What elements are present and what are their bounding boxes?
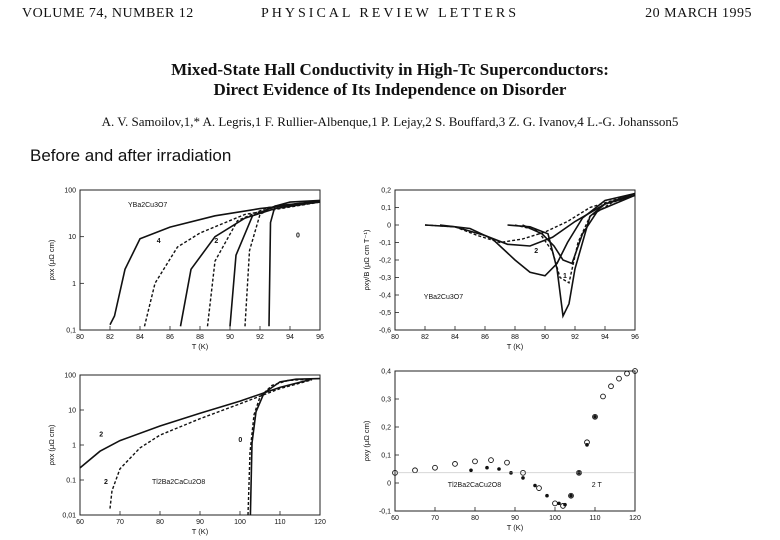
x-tick-label: 82 [106, 334, 114, 341]
x-tick-label: 84 [451, 334, 459, 341]
y-tick-label: -0,1 [378, 240, 391, 247]
y-tick-label: 10 [68, 234, 76, 242]
data-point-open [553, 501, 558, 506]
y-tick-label: -0,6 [378, 327, 391, 335]
data-point-open [601, 394, 606, 399]
chart-ybco-rho-xx [40, 182, 340, 357]
x-tick-label: 94 [601, 334, 609, 341]
y-tick-label: 0,01 [62, 512, 76, 520]
data-point-open [433, 465, 438, 470]
x-tick-label: 80 [391, 334, 399, 341]
y-axis-label: ρxx (μΩ cm) [47, 239, 56, 281]
data-point-filled [545, 494, 549, 498]
x-tick-label: 100 [234, 519, 246, 526]
y-axis-label: ρxx (μΩ cm) [47, 424, 56, 466]
x-tick-label: 100 [549, 515, 561, 522]
series-line-0-dashed [248, 379, 312, 515]
data-point-open [489, 458, 494, 463]
data-point-open [473, 459, 478, 464]
y-tick-label: 0,1 [381, 452, 391, 460]
y-tick-label: -0,1 [378, 508, 391, 516]
data-point-filled [593, 415, 597, 419]
x-tick-label: 92 [571, 334, 579, 341]
sample-label: YBa2Cu3O7 [423, 294, 464, 302]
series-line-4 [110, 202, 320, 325]
x-tick-label: 94 [286, 334, 294, 341]
sample-label: Tl2Ba2CaCu2O8 [152, 479, 206, 487]
y-tick-label: -0,4 [378, 292, 391, 300]
y-tick-label: 0 [387, 480, 391, 488]
curve-label: 2 [104, 479, 108, 487]
data-point-open [413, 468, 418, 473]
y-tick-label: 10 [68, 407, 76, 415]
x-tick-label: 70 [431, 515, 439, 522]
x-tick-label: 60 [391, 515, 399, 522]
x-tick-label: 120 [314, 519, 326, 526]
x-tick-label: 96 [631, 334, 639, 341]
data-point-filled [533, 484, 537, 488]
x-tick-label: 96 [316, 334, 324, 341]
y-tick-label: 1 [72, 280, 76, 288]
paper-title-line2: Direct Evidence of Its Independence on Disorder [213, 80, 567, 99]
series-line-1c [208, 201, 321, 326]
x-tick-label: 80 [471, 515, 479, 522]
x-tick-label: 86 [166, 334, 174, 341]
x-tick-label: 82 [421, 334, 429, 341]
plot-frame [80, 375, 320, 515]
y-tick-label: 0,2 [381, 424, 391, 432]
curve-label: 2 [99, 431, 104, 439]
y-tick-label: 0,3 [381, 396, 391, 404]
curve-label: 4 [156, 238, 161, 246]
field-label: 2 T [591, 482, 602, 490]
y-tick-label: 0,2 [381, 187, 391, 195]
date-header: 20 MARCH 1995 [645, 6, 752, 21]
y-axis-label: ρxy (μΩ cm) [362, 420, 371, 462]
plot-frame [395, 371, 635, 511]
x-tick-label: 80 [156, 519, 164, 526]
series-line-1 [245, 201, 320, 326]
volume-header: VOLUME 74, NUMBER 12 [22, 6, 194, 21]
curve-label: 2 [534, 248, 539, 255]
x-axis-label: T (K) [191, 527, 209, 536]
chart-tbcco-rho-xx [0, 365, 330, 540]
chart-tbcco-rho-xy [350, 365, 650, 540]
y-tick-label: -0,5 [378, 310, 391, 317]
x-tick-label: 110 [589, 515, 601, 522]
x-axis-label: T (K) [506, 523, 524, 532]
y-tick-label: 0.1 [66, 477, 76, 485]
x-tick-label: 60 [76, 519, 84, 526]
x-tick-label: 90 [541, 334, 549, 341]
data-point-open [537, 486, 542, 491]
curve-label: 1 [563, 273, 567, 281]
data-point-filled [485, 466, 489, 470]
sample-label: YBa2Cu3O7 [128, 201, 168, 209]
data-point-filled [585, 443, 589, 447]
curve-label: 0 [296, 232, 300, 240]
series-line-0 [269, 200, 320, 326]
x-tick-label: 88 [511, 334, 519, 341]
y-tick-label: 100 [64, 372, 76, 380]
y-tick-label: 0,1 [381, 205, 391, 212]
x-tick-label: 80 [76, 334, 84, 341]
curve-label: 0 [238, 437, 243, 445]
series-line-clean [508, 195, 636, 316]
series-line-2-solid [80, 379, 312, 468]
x-tick-label: 90 [226, 334, 234, 341]
curve-label: 2 [214, 238, 219, 246]
y-tick-label: 0,4 [381, 368, 391, 376]
series-line-0-solid [250, 379, 320, 515]
x-axis-label: T (K) [506, 342, 524, 351]
sample-label: Tl2Ba2CaCu2O8 [447, 482, 502, 490]
y-axis-label: ρxy/B (μΩ cm T⁻¹) [362, 229, 371, 291]
data-point-open [625, 371, 630, 376]
data-point-filled [557, 502, 561, 506]
x-tick-label: 110 [274, 519, 286, 526]
paper-title-line1: Mixed-State Hall Conductivity in High-Tc Superconductors: [171, 60, 609, 79]
x-axis-label: T (K) [191, 342, 209, 351]
data-point-filled [569, 494, 573, 498]
data-point-open [609, 384, 614, 389]
data-point-filled [563, 503, 567, 507]
x-tick-label: 86 [481, 334, 489, 341]
y-tick-label: 0 [387, 222, 391, 230]
data-point-open [453, 462, 458, 467]
y-tick-label: 0,1 [66, 327, 76, 335]
y-tick-label: 1 [72, 442, 76, 450]
data-point-filled [497, 467, 501, 471]
y-tick-label: 100 [64, 187, 76, 195]
slide-caption: Before and after irradiation [30, 146, 232, 165]
x-tick-label: 92 [256, 334, 264, 341]
x-tick-label: 84 [136, 334, 144, 341]
data-point-filled [521, 476, 525, 480]
x-tick-label: 90 [511, 515, 519, 522]
x-tick-label: 120 [629, 515, 641, 522]
x-tick-label: 90 [196, 519, 204, 526]
data-point-open [617, 376, 622, 381]
x-tick-label: 70 [116, 519, 124, 526]
journal-header: PHYSICAL REVIEW LETTERS [261, 6, 519, 21]
author-list: A. V. Samoilov,1,* A. Legris,1 F. Rullier-Albenque,1 P. Lejay,2 S. Bouffard,3 Z. G. Ivanov,4 L.-G. Johansson5 [101, 114, 679, 129]
y-tick-label: -0,2 [378, 257, 391, 265]
data-point-open [505, 460, 510, 465]
y-tick-label: -0,3 [378, 275, 391, 282]
data-point-filled [469, 468, 473, 472]
series-line-2-dashed [110, 380, 312, 509]
chart-ybco-rho-xy [350, 182, 650, 357]
x-tick-label: 88 [196, 334, 204, 341]
